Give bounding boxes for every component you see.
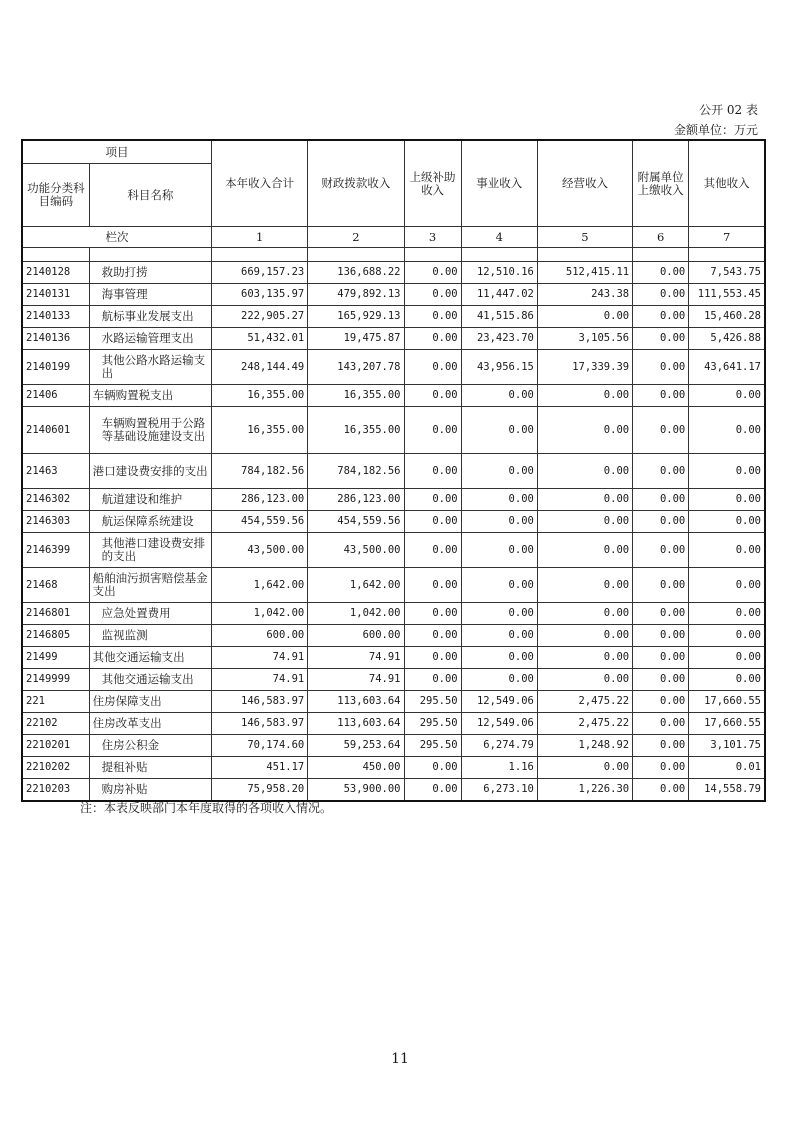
row-value-col-4: 0.00 — [461, 568, 537, 603]
row-value-col-1: 43,500.00 — [212, 533, 308, 568]
spacer-cell — [461, 248, 537, 262]
table-row — [22, 625, 765, 647]
row-value-col-1: 70,174.60 — [212, 735, 308, 757]
row-value-col-4: 0.00 — [461, 454, 537, 489]
row-value-col-2: 74.91 — [308, 669, 404, 691]
row-code: 21406 — [22, 385, 89, 407]
row-value-col-6: 0.00 — [633, 262, 689, 284]
spacer-cell — [689, 248, 765, 262]
col-num-6: 6 — [633, 227, 689, 248]
row-value-col-7: 0.00 — [689, 511, 765, 533]
row-subject-name: 车辆购置税用于公路等基础设施建设支出 — [89, 407, 211, 454]
row-value-col-1: 74.91 — [212, 647, 308, 669]
row-value-col-3: 295.50 — [404, 691, 461, 713]
form-number: 公开 02 表 — [699, 103, 758, 117]
row-value-col-6: 0.00 — [633, 350, 689, 385]
row-value-col-3: 0.00 — [404, 533, 461, 568]
row-value-col-1: 146,583.97 — [212, 691, 308, 713]
row-value-col-1: 603,135.97 — [212, 284, 308, 306]
row-subject-name: 航运保障系统建设 — [89, 511, 211, 533]
row-code: 2140199 — [22, 350, 89, 385]
row-value-col-1: 669,157.23 — [212, 262, 308, 284]
row-value-col-4: 0.00 — [461, 625, 537, 647]
row-value-col-5: 17,339.39 — [537, 350, 632, 385]
row-value-col-2: 43,500.00 — [308, 533, 404, 568]
row-value-col-7: 0.00 — [689, 454, 765, 489]
row-code: 21463 — [22, 454, 89, 489]
row-value-col-6: 0.00 — [633, 306, 689, 328]
row-value-col-5: 243.38 — [537, 284, 632, 306]
row-value-col-7: 0.01 — [689, 757, 765, 779]
table-row — [22, 262, 765, 284]
row-code: 2140128 — [22, 262, 89, 284]
row-value-col-2: 113,603.64 — [308, 713, 404, 735]
row-value-col-4: 12,510.16 — [461, 262, 537, 284]
row-value-col-4: 0.00 — [461, 489, 537, 511]
col-num-3: 3 — [404, 227, 461, 248]
table-row — [22, 350, 765, 385]
row-subject-name: 应急处置费用 — [89, 603, 211, 625]
row-subject-name: 住房改革支出 — [89, 713, 211, 735]
row-subject-name: 住房保障支出 — [89, 691, 211, 713]
row-value-col-5: 0.00 — [537, 603, 632, 625]
row-value-col-3: 0.00 — [404, 328, 461, 350]
col-num-2: 2 — [308, 227, 404, 248]
row-value-col-5: 0.00 — [537, 625, 632, 647]
row-value-col-6: 0.00 — [633, 568, 689, 603]
row-value-col-2: 165,929.13 — [308, 306, 404, 328]
table-row — [22, 533, 765, 568]
row-value-col-2: 143,207.78 — [308, 350, 404, 385]
row-value-col-4: 6,273.10 — [461, 779, 537, 802]
row-value-col-1: 146,583.97 — [212, 713, 308, 735]
table-note: 注：本表反映部门本年度取得的各项收入情况。 — [80, 801, 333, 815]
row-value-col-6: 0.00 — [633, 625, 689, 647]
spacer-cell — [212, 248, 308, 262]
row-code: 2146805 — [22, 625, 89, 647]
row-value-col-4: 12,549.06 — [461, 713, 537, 735]
row-value-col-4: 1.16 — [461, 757, 537, 779]
table-row — [22, 757, 765, 779]
table-row — [22, 669, 765, 691]
row-value-col-7: 17,660.55 — [689, 713, 765, 735]
row-value-col-4: 41,515.86 — [461, 306, 537, 328]
row-value-col-1: 16,355.00 — [212, 385, 308, 407]
row-value-col-2: 74.91 — [308, 647, 404, 669]
row-code: 2149999 — [22, 669, 89, 691]
row-value-col-6: 0.00 — [633, 454, 689, 489]
row-value-col-2: 1,042.00 — [308, 603, 404, 625]
row-value-col-1: 74.91 — [212, 669, 308, 691]
row-subject-name: 监视监测 — [89, 625, 211, 647]
header-col-1: 本年收入合计 — [212, 140, 308, 227]
row-value-col-4: 0.00 — [461, 511, 537, 533]
row-value-col-1: 784,182.56 — [212, 454, 308, 489]
table-row — [22, 568, 765, 603]
row-code: 2140131 — [22, 284, 89, 306]
row-value-col-5: 3,105.56 — [537, 328, 632, 350]
row-value-col-1: 451.17 — [212, 757, 308, 779]
row-value-col-2: 450.00 — [308, 757, 404, 779]
row-value-col-2: 600.00 — [308, 625, 404, 647]
header-col-6: 附属单位上缴收入 — [633, 140, 689, 227]
row-value-col-6: 0.00 — [633, 407, 689, 454]
row-subject-name: 港口建设费安排的支出 — [89, 454, 211, 489]
row-value-col-1: 286,123.00 — [212, 489, 308, 511]
table-row — [22, 691, 765, 713]
col-num-7: 7 — [689, 227, 765, 248]
header-col-4: 事业收入 — [461, 140, 537, 227]
row-value-col-4: 0.00 — [461, 385, 537, 407]
row-subject-name: 其他交通运输支出 — [89, 647, 211, 669]
row-value-col-2: 113,603.64 — [308, 691, 404, 713]
row-value-col-3: 0.00 — [404, 306, 461, 328]
row-subject-name: 救助打捞 — [89, 262, 211, 284]
table-row — [22, 284, 765, 306]
row-value-col-6: 0.00 — [633, 284, 689, 306]
row-value-col-1: 454,559.56 — [212, 511, 308, 533]
row-subject-name: 其他港口建设费安排的支出 — [89, 533, 211, 568]
row-subject-name: 船舶油污损害赔偿基金支出 — [89, 568, 211, 603]
row-value-col-4: 0.00 — [461, 603, 537, 625]
row-value-col-3: 0.00 — [404, 603, 461, 625]
row-value-col-7: 15,460.28 — [689, 306, 765, 328]
row-value-col-5: 0.00 — [537, 306, 632, 328]
spacer-cell — [537, 248, 632, 262]
row-subject-name: 其他公路水路运输支出 — [89, 350, 211, 385]
row-subject-name: 其他交通运输支出 — [89, 669, 211, 691]
row-code: 2146801 — [22, 603, 89, 625]
spacer-cell — [22, 248, 89, 262]
row-value-col-3: 0.00 — [404, 568, 461, 603]
table-row — [22, 735, 765, 757]
row-code: 2140601 — [22, 407, 89, 454]
table-row — [22, 779, 765, 802]
table-row — [22, 647, 765, 669]
row-value-col-7: 3,101.75 — [689, 735, 765, 757]
row-value-col-5: 0.00 — [537, 568, 632, 603]
row-subject-name: 航道建设和维护 — [89, 489, 211, 511]
table-row — [22, 713, 765, 735]
row-code: 2146303 — [22, 511, 89, 533]
row-value-col-7: 0.00 — [689, 647, 765, 669]
row-value-col-7: 0.00 — [689, 603, 765, 625]
header-project: 项目 — [22, 140, 212, 164]
row-value-col-6: 0.00 — [633, 757, 689, 779]
row-value-col-7: 17,660.55 — [689, 691, 765, 713]
table-row — [22, 454, 765, 489]
row-value-col-6: 0.00 — [633, 669, 689, 691]
spacer-cell — [404, 248, 461, 262]
row-value-col-3: 0.00 — [404, 511, 461, 533]
header-col-2: 财政拨款收入 — [308, 140, 404, 227]
row-value-col-3: 0.00 — [404, 779, 461, 802]
row-value-col-6: 0.00 — [633, 779, 689, 802]
row-code: 2210202 — [22, 757, 89, 779]
spacer-cell — [89, 248, 211, 262]
row-value-col-6: 0.00 — [633, 713, 689, 735]
spacer-cell — [308, 248, 404, 262]
row-subject-name: 水路运输管理支出 — [89, 328, 211, 350]
header-col-7: 其他收入 — [689, 140, 765, 227]
row-value-col-7: 0.00 — [689, 407, 765, 454]
row-value-col-6: 0.00 — [633, 385, 689, 407]
row-value-col-7: 0.00 — [689, 669, 765, 691]
row-value-col-7: 111,553.45 — [689, 284, 765, 306]
row-value-col-6: 0.00 — [633, 647, 689, 669]
row-value-col-5: 0.00 — [537, 757, 632, 779]
row-value-col-3: 0.00 — [404, 284, 461, 306]
row-code: 22102 — [22, 713, 89, 735]
row-value-col-5: 1,226.30 — [537, 779, 632, 802]
spacer-cell — [633, 248, 689, 262]
row-value-col-6: 0.00 — [633, 603, 689, 625]
row-value-col-5: 0.00 — [537, 647, 632, 669]
row-subject-name: 航标事业发展支出 — [89, 306, 211, 328]
col-num-1: 1 — [212, 227, 308, 248]
table-row — [22, 603, 765, 625]
row-value-col-3: 0.00 — [404, 669, 461, 691]
row-value-col-5: 0.00 — [537, 489, 632, 511]
row-value-col-5: 0.00 — [537, 385, 632, 407]
row-subject-name: 海事管理 — [89, 284, 211, 306]
row-value-col-4: 43,956.15 — [461, 350, 537, 385]
row-value-col-2: 16,355.00 — [308, 407, 404, 454]
row-value-col-7: 0.00 — [689, 489, 765, 511]
row-value-col-3: 0.00 — [404, 454, 461, 489]
amount-unit: 金额单位：万元 — [673, 123, 758, 137]
table-row — [22, 511, 765, 533]
row-value-col-5: 0.00 — [537, 454, 632, 489]
col-num-4: 4 — [461, 227, 537, 248]
row-value-col-5: 0.00 — [537, 407, 632, 454]
row-value-col-3: 0.00 — [404, 625, 461, 647]
row-subject-name: 车辆购置税支出 — [89, 385, 211, 407]
row-value-col-6: 0.00 — [633, 691, 689, 713]
row-value-col-5: 1,248.92 — [537, 735, 632, 757]
row-value-col-5: 0.00 — [537, 511, 632, 533]
table-row — [22, 306, 765, 328]
row-code: 2146399 — [22, 533, 89, 568]
row-value-col-6: 0.00 — [633, 511, 689, 533]
row-value-col-7: 0.00 — [689, 625, 765, 647]
row-code: 2210201 — [22, 735, 89, 757]
row-value-col-7: 0.00 — [689, 385, 765, 407]
row-value-col-1: 600.00 — [212, 625, 308, 647]
row-value-col-5: 0.00 — [537, 669, 632, 691]
row-value-col-3: 0.00 — [404, 350, 461, 385]
row-value-col-5: 512,415.11 — [537, 262, 632, 284]
row-value-col-3: 295.50 — [404, 713, 461, 735]
row-value-col-1: 51,432.01 — [212, 328, 308, 350]
table-row — [22, 407, 765, 454]
row-value-col-3: 295.50 — [404, 735, 461, 757]
row-code: 2140136 — [22, 328, 89, 350]
row-code: 2140133 — [22, 306, 89, 328]
row-value-col-1: 75,958.20 — [212, 779, 308, 802]
table-row — [22, 385, 765, 407]
row-code: 221 — [22, 691, 89, 713]
row-value-col-6: 0.00 — [633, 328, 689, 350]
row-value-col-4: 0.00 — [461, 407, 537, 454]
row-subject-name: 购房补贴 — [89, 779, 211, 802]
row-value-col-1: 1,042.00 — [212, 603, 308, 625]
row-code: 21499 — [22, 647, 89, 669]
row-value-col-4: 12,549.06 — [461, 691, 537, 713]
row-value-col-7: 7,543.75 — [689, 262, 765, 284]
row-value-col-7: 43,641.17 — [689, 350, 765, 385]
row-value-col-7: 0.00 — [689, 568, 765, 603]
row-value-col-1: 248,144.49 — [212, 350, 308, 385]
row-value-col-3: 0.00 — [404, 262, 461, 284]
row-subject-name: 提租补贴 — [89, 757, 211, 779]
row-value-col-4: 6,274.79 — [461, 735, 537, 757]
row-value-col-2: 136,688.22 — [308, 262, 404, 284]
row-value-col-5: 0.00 — [537, 533, 632, 568]
row-value-col-3: 0.00 — [404, 407, 461, 454]
header-lanci: 栏次 — [22, 227, 212, 248]
row-value-col-2: 1,642.00 — [308, 568, 404, 603]
row-value-col-4: 0.00 — [461, 669, 537, 691]
page-number: 11 — [391, 1051, 409, 1067]
row-code: 2146302 — [22, 489, 89, 511]
row-value-col-2: 454,559.56 — [308, 511, 404, 533]
income-table — [21, 139, 766, 802]
table-row — [22, 328, 765, 350]
row-value-col-4: 23,423.70 — [461, 328, 537, 350]
row-value-col-2: 784,182.56 — [308, 454, 404, 489]
row-value-col-3: 0.00 — [404, 647, 461, 669]
row-value-col-6: 0.00 — [633, 735, 689, 757]
row-subject-name: 住房公积金 — [89, 735, 211, 757]
row-value-col-1: 1,642.00 — [212, 568, 308, 603]
header-subject-name: 科目名称 — [89, 164, 211, 227]
row-value-col-4: 11,447.02 — [461, 284, 537, 306]
row-value-col-5: 2,475.22 — [537, 691, 632, 713]
row-value-col-2: 286,123.00 — [308, 489, 404, 511]
row-value-col-1: 16,355.00 — [212, 407, 308, 454]
row-value-col-3: 0.00 — [404, 385, 461, 407]
row-value-col-3: 0.00 — [404, 489, 461, 511]
header-col-3: 上级补助收入 — [404, 140, 461, 227]
row-value-col-2: 53,900.00 — [308, 779, 404, 802]
row-value-col-7: 5,426.88 — [689, 328, 765, 350]
row-value-col-1: 222,905.27 — [212, 306, 308, 328]
row-value-col-2: 59,253.64 — [308, 735, 404, 757]
row-value-col-6: 0.00 — [633, 533, 689, 568]
row-value-col-7: 14,558.79 — [689, 779, 765, 802]
row-value-col-4: 0.00 — [461, 533, 537, 568]
row-value-col-6: 0.00 — [633, 489, 689, 511]
row-code: 21468 — [22, 568, 89, 603]
row-value-col-5: 2,475.22 — [537, 713, 632, 735]
header-col-5: 经营收入 — [537, 140, 632, 227]
row-value-col-2: 19,475.87 — [308, 328, 404, 350]
row-value-col-3: 0.00 — [404, 757, 461, 779]
header-func-code: 功能分类科目编码 — [22, 164, 89, 227]
table-row — [22, 489, 765, 511]
col-num-5: 5 — [537, 227, 632, 248]
row-value-col-4: 0.00 — [461, 647, 537, 669]
row-value-col-7: 0.00 — [689, 533, 765, 568]
row-value-col-2: 479,892.13 — [308, 284, 404, 306]
row-value-col-2: 16,355.00 — [308, 385, 404, 407]
row-code: 2210203 — [22, 779, 89, 802]
